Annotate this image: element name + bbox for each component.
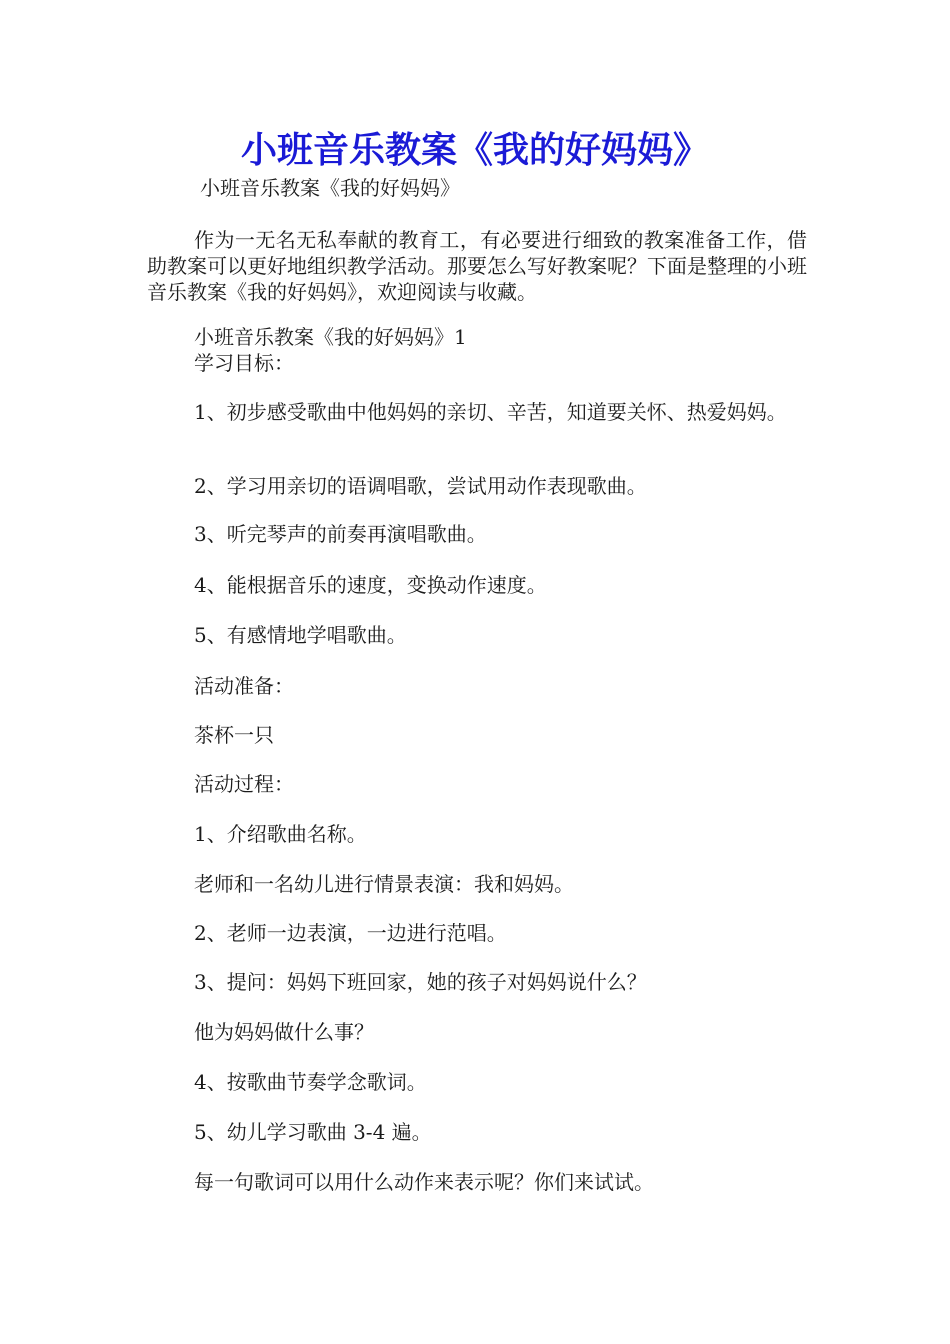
goal-item-3: 3、听完琴声的前奏再演唱歌曲。 [194, 522, 487, 546]
process-heading: 活动过程： [194, 772, 294, 796]
prep-item: 茶杯一只 [194, 723, 274, 747]
prep-heading: 活动准备： [194, 674, 294, 698]
goal-item-5: 5、有感情地学唱歌曲。 [194, 623, 407, 647]
section-heading: 小班音乐教案《我的好妈妈》1 [194, 325, 467, 349]
process-step-4: 4、按歌曲节奏学念歌词。 [194, 1070, 427, 1094]
goal-item-1: 1、初步感受歌曲中他妈妈的亲切、辛苦，知道要关怀、热爱妈妈。 [194, 400, 787, 424]
process-step-2: 2、老师一边表演，一边进行范唱。 [194, 921, 507, 945]
document-title: 小班音乐教案《我的好妈妈》 [240, 129, 709, 171]
process-step-5-detail: 每一句歌词可以用什么动作来表示呢？你们来试试。 [194, 1170, 654, 1194]
process-step-1-detail: 老师和一名幼儿进行情景表演：我和妈妈。 [194, 872, 574, 896]
process-step-1: 1、介绍歌曲名称。 [194, 822, 367, 846]
process-step-3-detail: 他为妈妈做什么事？ [194, 1020, 374, 1044]
process-step-5: 5、幼儿学习歌曲 3-4 遍。 [194, 1120, 432, 1144]
document-subtitle: 小班音乐教案《我的好妈妈》 [200, 176, 460, 200]
process-step-3: 3、提问：妈妈下班回家，她的孩子对妈妈说什么？ [194, 970, 647, 994]
goal-item-4: 4、能根据音乐的速度，变换动作速度。 [194, 573, 547, 597]
goal-item-2: 2、学习用亲切的语调唱歌，尝试用动作表现歌曲。 [194, 474, 647, 498]
goals-heading: 学习目标： [194, 351, 294, 375]
intro-paragraph: 作为一无名无私奉献的教育工，有必要进行细致的教案准备工作，借助教案可以更好地组织教学活动。那要怎么写好教案呢？下面是整理的小班音乐教案《我的好妈妈》，欢迎阅读与收藏。 [147, 228, 807, 304]
